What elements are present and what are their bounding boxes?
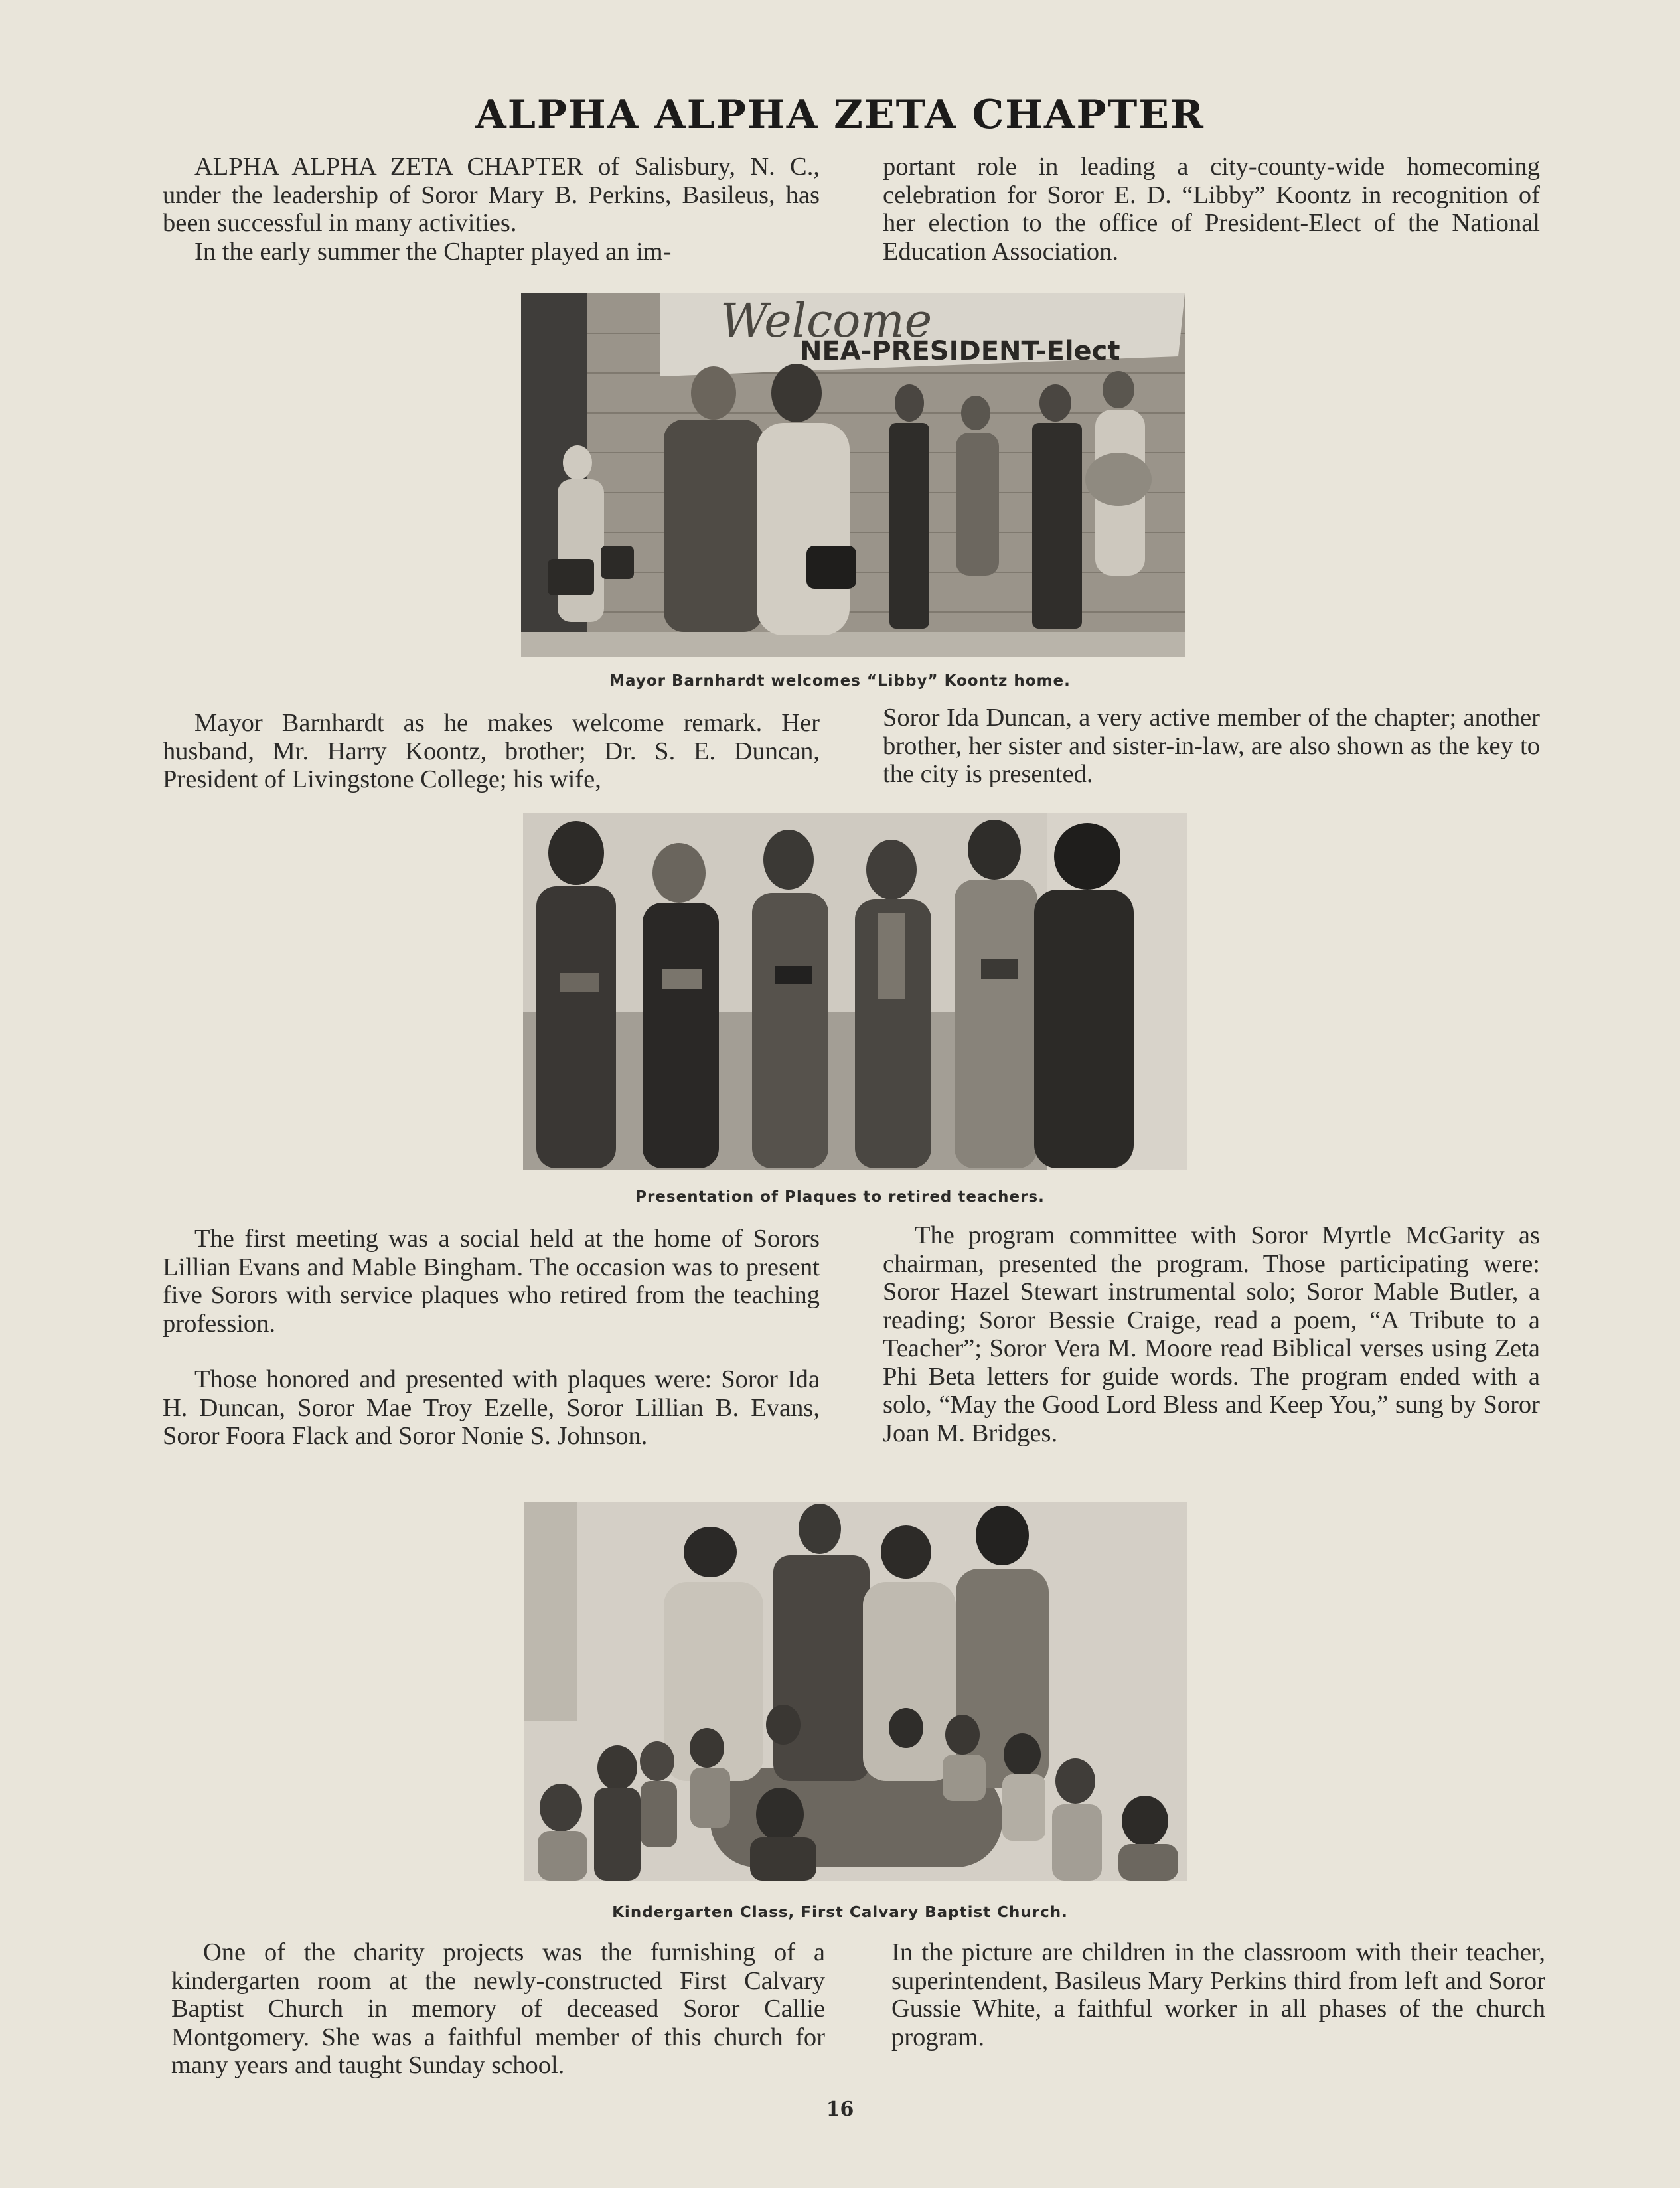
banner-text: NEA-PRESIDENT-Elect xyxy=(800,336,1120,366)
section3-right-column xyxy=(883,1221,1540,1447)
photo-plaques-presentation xyxy=(523,813,1187,1170)
page-title: ALPHA ALPHA ZETA CHAPTER xyxy=(475,92,1205,138)
banner-script-text: Welcome xyxy=(720,293,933,348)
intro-paragraph-1: ALPHA ALPHA ZETA CHAPTER of Salisbury, N. C., under the leadership of Soror Mary B. Perkins, Basileus, has been successful in many activities. xyxy=(163,153,820,237)
section4-left-column xyxy=(171,1938,825,2080)
section2-left-column xyxy=(163,709,820,794)
section3-paragraph-3: The program committee with Soror Myrtle McGarity as chairman, presented the program. Those participating were: Soror Hazel Stewart instrumental solo; Soror Mable Butler, a reading; Soror Bessie Craige, read a poem, “A Tribute to a Teacher”; Soror Vera M. Moore read Biblical verses using Zeta Phi Beta letters for guide words. The program ended with a solo, “May the Good Lord Bless and Keep You,” sung by Soror Joan M. Bridges. xyxy=(883,1221,1540,1447)
photo-kindergarten-class-image xyxy=(524,1502,1187,1881)
photo-mayor-welcome xyxy=(521,293,1185,657)
section2-paragraph-1: Mayor Barnhardt as he makes welcome remark. Her husband, Mr. Harry Koontz, brother; Dr. S. E. Duncan, President of Livingstone College; his wife, xyxy=(163,709,820,793)
intro-paragraph-2: In the early summer the Chapter played an im- xyxy=(194,237,672,266)
section3-paragraph-1: The first meeting was a social held at the home of Sorors Lillian Evans and Mable Bingham. The occasion was to present five Sorors with service plaques who retired from the teaching profession. xyxy=(163,1225,820,1338)
photo-mayor-welcome-caption: Mayor Barnhardt welcomes “Libby” Koontz home. xyxy=(609,672,1071,690)
photo-plaques-presentation-image xyxy=(523,813,1187,1170)
photo-mayor-welcome-image xyxy=(521,293,1185,657)
intro-right-column xyxy=(883,153,1540,266)
section2-paragraph-2: Soror Ida Duncan, a very active member of the chapter; another brother, her sister and sister-in-law, are also shown as the key to the city is presented. xyxy=(883,704,1540,788)
page-number: 16 xyxy=(826,2098,854,2121)
section4-paragraph-1: One of the charity projects was the furnishing of a kindergarten room at the newly-constructed First Calvary Baptist Church in memory of deceased Soror Callie Montgomery. She was a faithful member of this church for many years and taught Sunday school. xyxy=(171,1938,825,2079)
section4-paragraph-2: In the picture are children in the classroom with their teacher, superintendent, Basileus Mary Perkins third from left and Soror Gussie White, a faithful worker in all phases of the church program. xyxy=(891,1938,1545,2051)
intro-left-column xyxy=(163,153,820,266)
photo-kindergarten-caption: Kindergarten Class, First Calvary Baptist Church. xyxy=(612,1904,1068,1921)
photo-plaques-caption: Presentation of Plaques to retired teachers. xyxy=(635,1188,1045,1206)
section4-right-column xyxy=(891,1938,1545,2051)
section3-paragraph-2: Those honored and presented with plaques were: Soror Ida H. Duncan, Soror Mae Troy Ezelle, Soror Lillian B. Evans, Soror Foora Flack and Soror Nonie S. Johnson. xyxy=(163,1366,820,1450)
intro-paragraph-3: portant role in leading a city-county-wide homecoming celebration for Soror E. D. “Libby” Koontz in recognition of her election to the office of President-Elect of the National Education Association. xyxy=(883,153,1540,266)
section3-left-column xyxy=(163,1225,820,1450)
photo-kindergarten-class xyxy=(524,1502,1187,1881)
section2-right-column xyxy=(883,704,1540,789)
